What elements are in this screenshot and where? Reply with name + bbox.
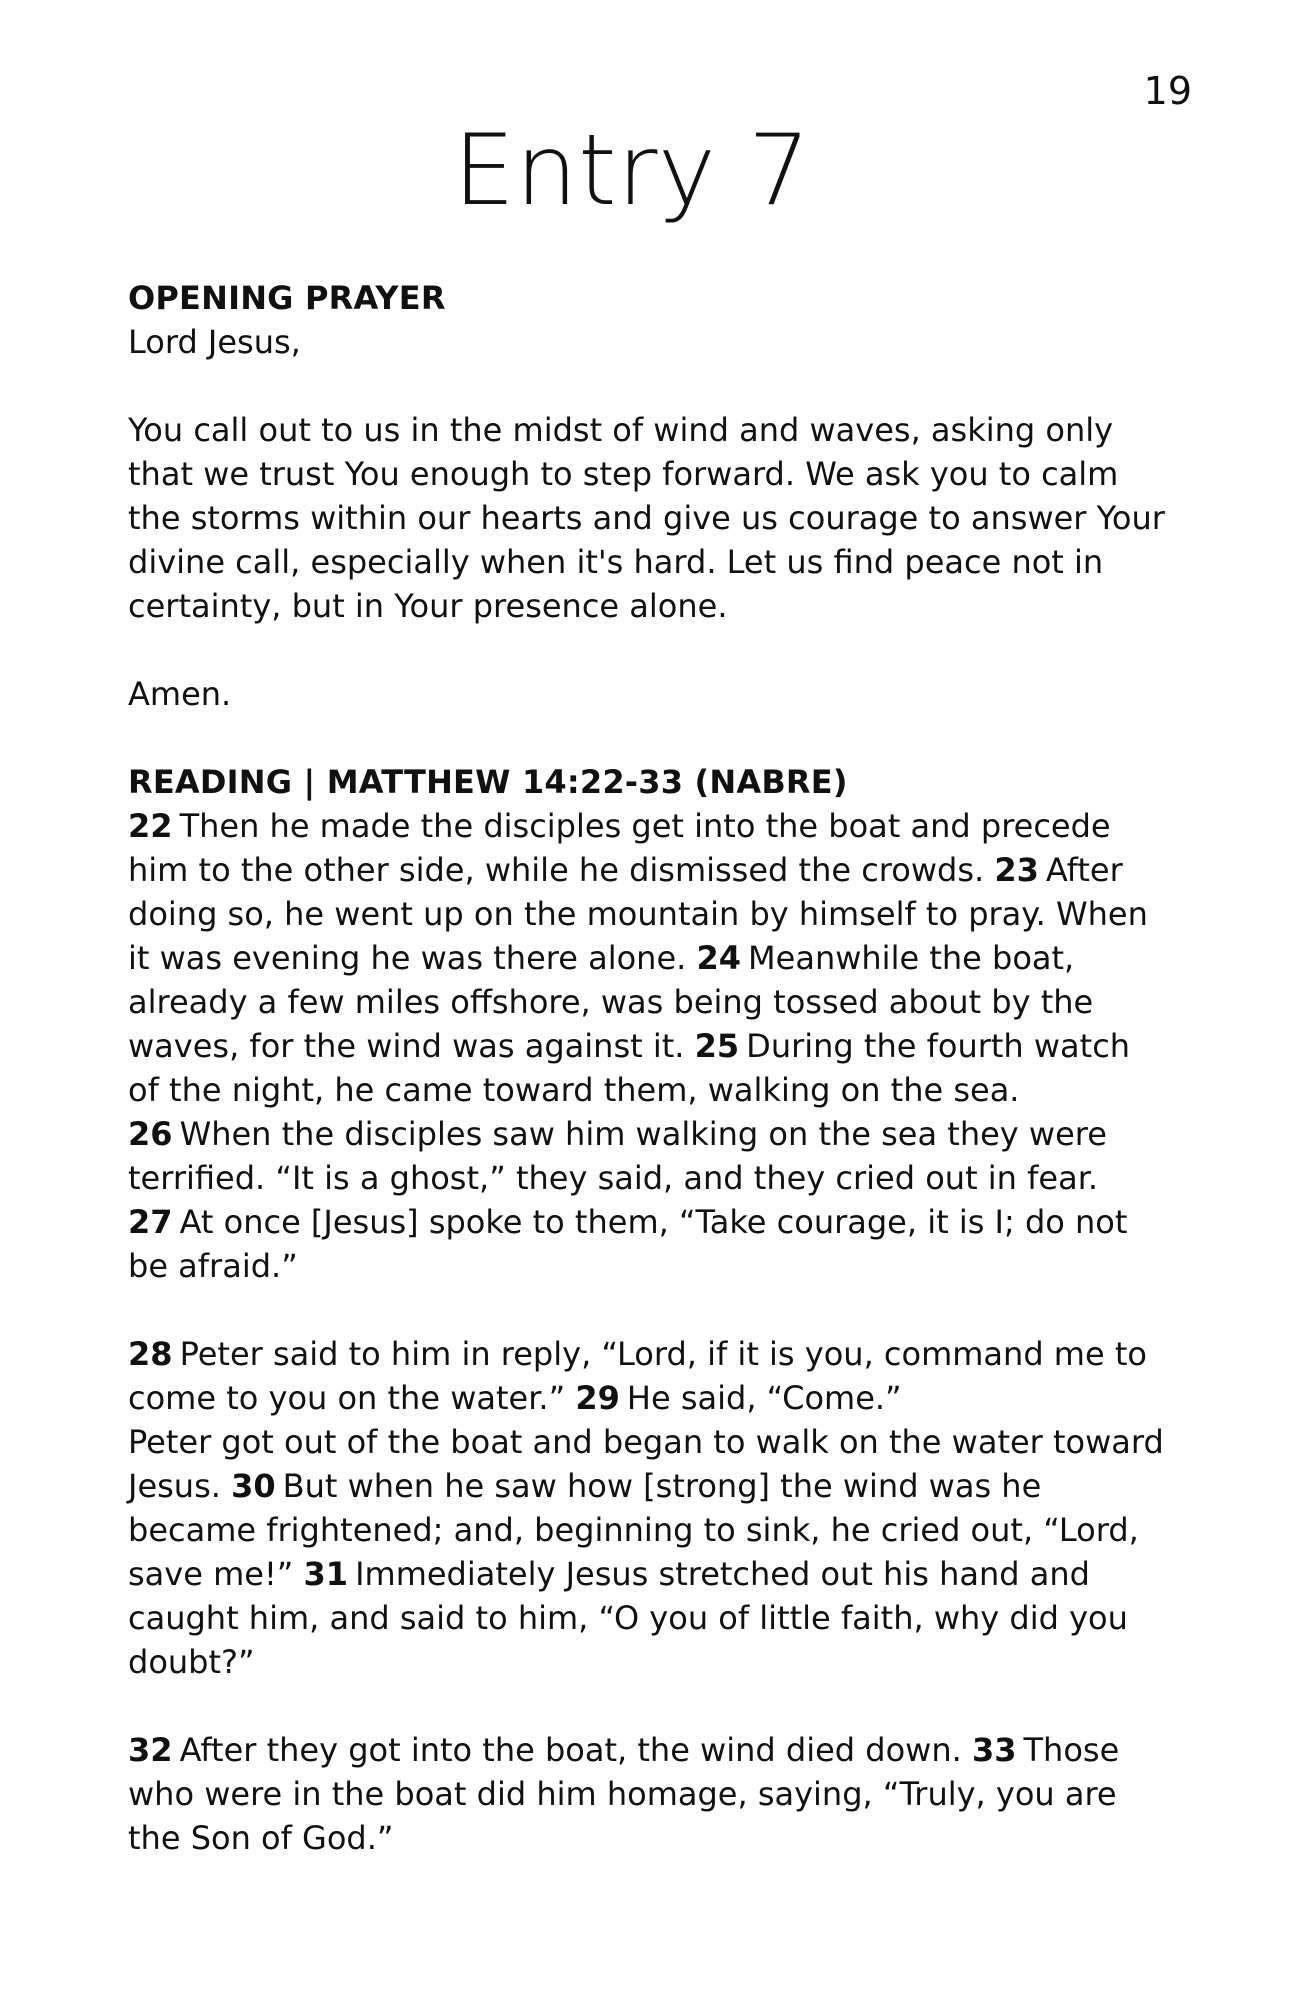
verse-text-27: At once [Jesus] spoke to them, “Take courage, it is I; do not be afraid.”	[128, 1203, 1128, 1285]
prayer-closing: Amen.	[128, 675, 232, 713]
entry-title: Entry 7	[453, 114, 811, 228]
reading-paragraph-2	[128, 1332, 1168, 1684]
paragraph-spacer	[128, 364, 1168, 408]
reading-paragraph-1	[128, 804, 1168, 1288]
verse-text-32: After they got into the boat, the wind died down.	[179, 1731, 962, 1769]
verse-text-22: Then he made the disciples get into the boat and precede him to the other side, while he dismissed the crowds.	[128, 807, 1111, 889]
verse-number-26: 26	[128, 1115, 173, 1153]
paragraph-spacer	[128, 1684, 1168, 1728]
verse-number-32: 32	[128, 1731, 173, 1769]
reading-section	[128, 760, 1168, 1860]
verse-text-23: After doing so, he went up on the mountain by himself to pray. When it was evening he was there alone.	[128, 851, 1148, 977]
paragraph-spacer	[128, 628, 1168, 672]
section-spacer	[128, 716, 1168, 760]
verse-text-29-continued: Peter got out of the boat and began to walk on the water toward Jesus.	[128, 1423, 1164, 1505]
paragraph-spacer	[128, 1288, 1168, 1332]
verse-text-24: Meanwhile the boat, already a few miles offshore, was being tossed about by the waves, for the wind was against it.	[128, 939, 1094, 1065]
verse-number-31: 31	[303, 1555, 349, 1593]
verse-number-23: 23	[994, 851, 1039, 889]
verse-number-28: 28	[128, 1335, 173, 1373]
verse-text-30: But when he saw how [strong] the wind was he became frightened; and, beginning to sink, he cried out, “Lord, save me!”	[128, 1467, 1139, 1593]
verse-text-26: When the disciples saw him walking on the sea they were terrified. “It is a ghost,” they said, and they cried out in fear.	[128, 1115, 1107, 1197]
page-number: 19	[1143, 69, 1192, 113]
verse-number-33: 33	[971, 1731, 1017, 1769]
opening-prayer-heading: OPENING PRAYER	[128, 279, 446, 317]
verse-text-29: He said, “Come.”	[626, 1379, 902, 1417]
verse-text-28: Peter said to him in reply, “Lord, if it is you, command me to come to you on the water.”	[128, 1335, 1147, 1417]
verse-text-31: Immediately Jesus stretched out his hand and caught him, and said to him, “O you of little faith, why did you doubt?”	[128, 1555, 1128, 1681]
verse-number-22: 22	[128, 807, 173, 845]
reading-heading: READING | MATTHEW 14:22-33 (NABRE)	[128, 763, 848, 801]
verse-number-29: 29	[575, 1379, 620, 1417]
verse-number-24: 24	[696, 939, 741, 977]
prayer-body: You call out to us in the midst of wind and waves, asking only that we trust You enough to step forward. We ask you to calm the storms within our hearts and give us courage to answer Your divine call, especially when it's hard. Let us find peace not in certainty, but in Your presence alone.	[128, 411, 1165, 625]
verse-text-33: Those who were in the boat did him homage, saying, “Truly, you are the Son of God.”	[128, 1731, 1120, 1857]
entry-content	[128, 276, 1168, 1860]
verse-number-25: 25	[694, 1027, 740, 1065]
opening-prayer-section	[128, 276, 1168, 716]
prayer-salutation: Lord Jesus,	[128, 323, 301, 361]
verse-number-27: 27	[128, 1203, 173, 1241]
reading-paragraph-3	[128, 1728, 1168, 1860]
verse-number-30: 30	[231, 1467, 276, 1505]
verse-text-25: During the fourth watch of the night, he came toward them, walking on the sea.	[128, 1027, 1131, 1109]
